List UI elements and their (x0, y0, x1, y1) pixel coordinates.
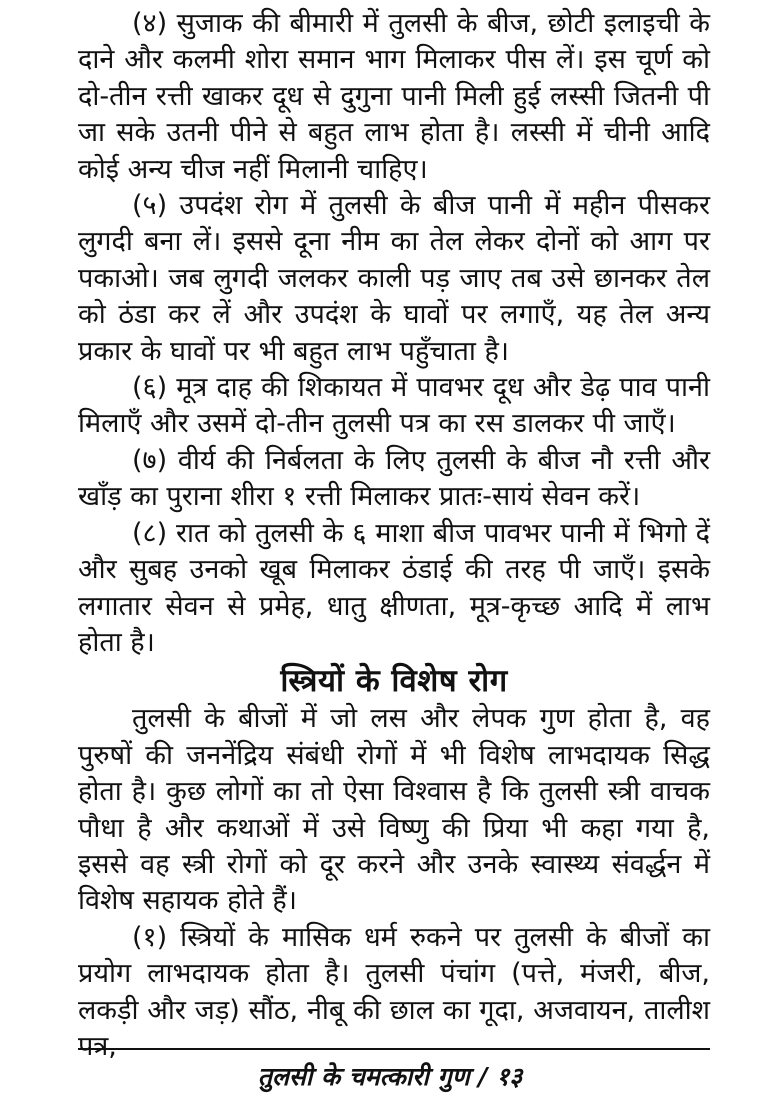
paragraph-remedy-5: (५) उपदंश रोग में तुलसी के बीज पानी में महीन पीसकर लुगदी बना लें। इससे दूना नीम का तेल लेकर दोनों को आग पर पकाओ। जब लुगदी जलकर काली पड़ जाए तब उसे छानकर तेल को ठंडा कर लें और उपदंश के घावों पर लगाएँ, यह तेल अन्य प्रकार के घावों पर भी बहुत लाभ पहुँचाता है। (78, 190, 710, 367)
footer-divider (78, 1048, 710, 1050)
page-body (78, 6, 710, 1065)
paragraph-remedy-8: (८) रात को तुलसी के ६ माशा बीज पावभर पानी में भिगो दें और सुबह उनको खूब मिलाकर ठंडाई की तरह पी जाएँ। इसके लगातार सेवन से प्रमेह, धातु क्षीणता, मूत्र-कृच्छ आदि में लाभ होता है। (78, 517, 710, 658)
paragraph-remedy-6: (६) मूत्र दाह की शिकायत में पावभर दूध और डेढ़ पाव पानी मिलाएँ और उसमें दो-तीन तुलसी पत्र का रस डालकर पी जाएँ। (78, 372, 710, 440)
section-heading: स्त्रियों के विशेष रोग (280, 663, 508, 700)
paragraph-remedy-4: (४) सुजाक की बीमारी में तुलसी के बीज, छोटी इलाइची के दाने और कलमी शोरा समान भाग मिलाकर पीस लें। इस चूर्ण को दो-तीन रत्ती खाकर दूध से दुगुना पानी मिली हुई लस्सी जितनी पी जा सके उतनी पीने से बहुत लाभ होता है। लस्सी में चीनी आदि कोई अन्य चीज नहीं मिलानी चाहिए। (78, 8, 710, 185)
paragraph-intro: तुलसी के बीजों में जो लस और लेपक गुण होता है, वह पुरुषों की जननेंद्रिय संबंधी रोगों में भी विशेष लाभदायक सिद्ध होता है। कुछ लोगों का तो ऐसा विश्वास है कि तुलसी स्त्री वाचक पौधा है और कथाओं में उसे विष्णु की प्रिया भी कहा गया है, इससे वह स्त्री रोगों को दूर करने और उनके स्वास्थ्य संवर्द्धन में विशेष सहायक होते हैं। (78, 703, 710, 917)
paragraph-women-remedy-1: (१) स्त्रियों के मासिक धर्म रुकने पर तुलसी के बीजों का प्रयोग लाभदायक होता है। तुलसी पंचांग (पत्ते, मंजरी, बीज, लकड़ी और जड़) सौंठ, नीबू की छाल का गूदा, अजवायन, तालीश पत्र, (78, 921, 710, 1062)
paragraph-remedy-7: (७) वीर्य की निर्बलता के लिए तुलसी के बीज नौ रत्ती और खाँड़ का पुराना शीरा १ रत्ती मिलाकर प्रातः-सायं सेवन करें। (78, 444, 710, 513)
page-footer: तुलसी के चमत्कारी गुण / १३ (257, 1062, 523, 1091)
